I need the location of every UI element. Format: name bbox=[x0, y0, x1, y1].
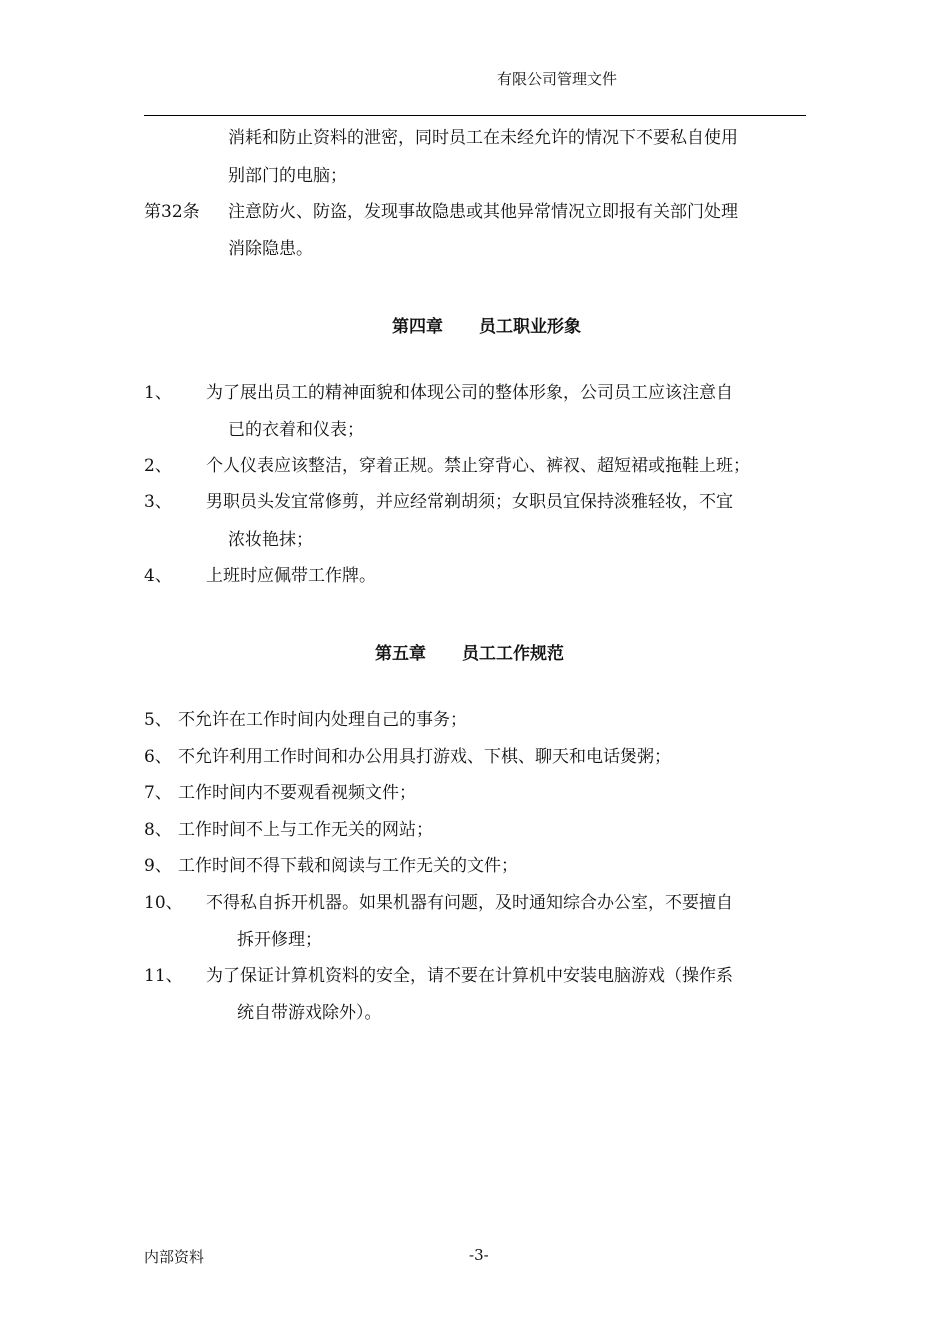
article-32-line-2: 消除隐患。 bbox=[228, 239, 313, 259]
list-item-text: 不允许在工作时间内处理自己的事务； bbox=[178, 710, 467, 730]
article-32-line-1: 注意防火、防盗，发现事故隐患或其他异常情况立即报有关部门处理 bbox=[228, 202, 738, 222]
list-item-text-continued: 拆开修理； bbox=[237, 930, 322, 950]
list-item-number: 11、 bbox=[144, 966, 183, 986]
list-item-number: 8、 bbox=[144, 820, 172, 840]
list-item-text: 上班时应佩带工作牌。 bbox=[206, 566, 376, 586]
continuation-line-2: 别部门的电脑； bbox=[228, 166, 347, 186]
header-title: 有限公司管理文件 bbox=[497, 70, 618, 88]
list-item-text: 工作时间不上与工作无关的网站； bbox=[178, 820, 433, 840]
article-32-label: 第32条 bbox=[144, 202, 200, 222]
list-item-number: 9、 bbox=[144, 856, 172, 876]
list-item-number: 5、 bbox=[144, 710, 172, 730]
list-item-text-continued: 统自带游戏除外）。 bbox=[237, 1003, 382, 1023]
page-number: -3- bbox=[469, 1246, 489, 1264]
continuation-line-1: 消耗和防止资料的泄密，同时员工在未经允许的情况下不要私自使用 bbox=[228, 128, 738, 148]
list-item-text: 不允许利用工作时间和办公用具打游戏、下棋、聊天和电话煲粥； bbox=[178, 747, 671, 767]
list-item-number: 10、 bbox=[144, 893, 183, 913]
chapter-5-title: 员工工作规范 bbox=[462, 644, 564, 664]
footer-label: 内部资料 bbox=[144, 1248, 205, 1266]
list-item-text: 工作时间内不要观看视频文件； bbox=[178, 783, 416, 803]
chapter-4-title: 员工职业形象 bbox=[479, 317, 581, 337]
chapter-4-number: 第四章 bbox=[392, 317, 443, 337]
list-item-number: 3、 bbox=[144, 492, 172, 512]
list-item-number: 6、 bbox=[144, 747, 172, 767]
list-item-text: 为了展出员工的精神面貌和体现公司的整体形象，公司员工应该注意自 bbox=[206, 383, 733, 403]
list-item-number: 2、 bbox=[144, 456, 172, 476]
list-item-text: 个人仪表应该整洁，穿着正规。禁止穿背心、裤衩、超短裙或拖鞋上班； bbox=[206, 456, 750, 476]
list-item-text-continued: 已的衣着和仪表； bbox=[228, 420, 364, 440]
list-item-text: 男职员头发宜常修剪，并应经常剃胡须；女职员宜保持淡雅轻妆，不宜 bbox=[206, 492, 733, 512]
list-item-text: 为了保证计算机资料的安全，请不要在计算机中安装电脑游戏（操作系 bbox=[206, 966, 733, 986]
list-item-text: 工作时间不得下载和阅读与工作无关的文件； bbox=[178, 856, 518, 876]
list-item-number: 1、 bbox=[144, 383, 172, 403]
chapter-5-number: 第五章 bbox=[375, 644, 426, 664]
list-item-number: 4、 bbox=[144, 566, 172, 586]
header-rule bbox=[144, 115, 806, 116]
list-item-text: 不得私自拆开机器。如果机器有问题，及时通知综合办公室，不要擅自 bbox=[206, 893, 733, 913]
list-item-number: 7、 bbox=[144, 783, 172, 803]
list-item-text-continued: 浓妆艳抹； bbox=[228, 530, 313, 550]
